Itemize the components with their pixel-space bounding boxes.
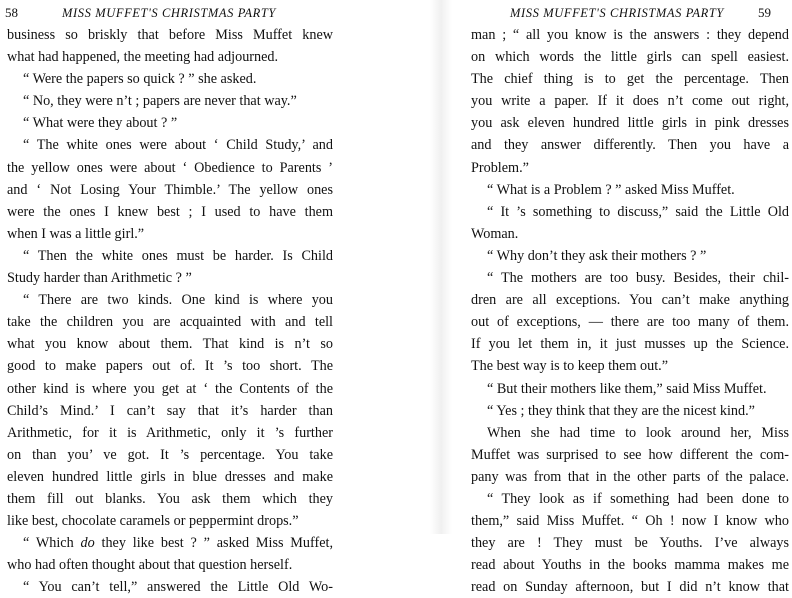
book-gutter (430, 0, 452, 534)
body-text-left (7, 24, 333, 598)
text-line: you write a paper. If it does n’t come out right, (471, 93, 789, 110)
text-line: “ What is a Problem ? ” asked Miss Muffet. (487, 181, 735, 198)
text-line: take the children you are acquainted with and tell (7, 314, 333, 331)
text-line: If you let them in, it just musses up the Science. (471, 336, 789, 353)
text-line: Child’s Mind.’ I can’t say that it’s harder than (7, 402, 333, 419)
text-line: “ They look as if something had been done to (487, 490, 789, 507)
text-line: other kind is where you get at ‘ the Contents of the (7, 380, 333, 397)
text-line: “ Were the papers so quick ? ” she asked. (23, 71, 257, 88)
text-line: Woman. (471, 225, 519, 242)
text-line: “ Yes ; they think that they are the nicest kind.” (487, 402, 755, 419)
text-line: Problem.” (471, 159, 529, 176)
running-header-right: MISS MUFFET'S CHRISTMAS PARTY (510, 6, 724, 20)
text-line: “ No, they were n’t ; papers are never that way.” (23, 93, 297, 110)
text-line: you ask eleven hundred little girls in pink dresses (471, 115, 789, 132)
text-line: and they answer differently. Then you have a (471, 137, 789, 154)
text-line: what you know about them. That kind is n’t so (7, 336, 333, 353)
right-page (465, 0, 792, 596)
text-line: “ Why don’t they ask their mothers ? ” (487, 247, 707, 264)
text-line: when I was a little girl.” (7, 225, 145, 242)
text-line: good to make papers out of. It ’s too short. The (7, 358, 333, 375)
text-line: “ There are two kinds. One kind is where you (23, 292, 333, 309)
text-line: “ It ’s something to discuss,” said the Little Old (487, 203, 789, 220)
text-line: business so briskly that before Miss Muffet knew (7, 27, 333, 43)
text-line: “ Which do they like best ? ” asked Miss Muffet, (23, 535, 333, 552)
text-line: on than you’ ve got. It ’s percentage. You take (7, 446, 333, 463)
text-line: The best way is to keep them out.” (471, 358, 668, 375)
text-line: out of exceptions, — there are too many of them. (471, 314, 789, 331)
text-line: “ What were they about ? ” (23, 115, 178, 132)
text-line: “ The mothers are too busy. Besides, their chil- (487, 270, 789, 287)
text-line: read on Sunday afternoon, but I did n’t know that (471, 579, 789, 596)
left-page (0, 0, 340, 596)
text-line: and ‘ Not Losing Your Thimble.’ The yellow ones (7, 181, 333, 198)
page-number-right: 59 (758, 5, 771, 20)
running-header-left: MISS MUFFET'S CHRISTMAS PARTY (62, 6, 276, 20)
text-line: eleven hundred little girls in blue dresses and make (7, 468, 333, 485)
text-line: what had happened, the meeting had adjourned. (7, 49, 279, 66)
text-line: “ But their mothers like them,” said Miss Muffet. (487, 380, 767, 397)
page-number-left: 58 (5, 5, 18, 20)
text-line: them fill out blanks. You ask them which they (7, 490, 333, 507)
text-line: they are ! They must be Youths. I’ve always (471, 535, 789, 552)
text-line: on which words the little girls can spell easiest. (471, 49, 789, 66)
text-line: like best, chocolate caramels or peppermint drops.” (7, 513, 299, 530)
body-text-right (471, 24, 789, 598)
text-line: read about Youths in the books mamma makes me (471, 557, 789, 574)
text-line: “ You can’t tell,” answered the Little Old Wo- (23, 579, 333, 596)
text-line: man ; “ all you know is the answers : they depend (471, 27, 789, 43)
text-line: Muffet was surprised to see how different the com- (471, 446, 789, 463)
text-line: When she had time to look around her, Miss (487, 424, 789, 441)
text-line: Study harder than Arithmetic ? ” (7, 270, 192, 287)
text-line: them,” said Miss Muffet. “ Oh ! now I know who (471, 513, 789, 530)
text-line: pany was from that in the other parts of the palace. (471, 468, 789, 485)
text-line: The chief thing is to get the percentage. Then (471, 71, 789, 88)
text-line: were the ones I knew best ; I used to have them (7, 203, 333, 220)
text-line: “ The white ones were about ‘ Child Study,’ and (23, 137, 333, 154)
text-line: “ Then the white ones must be harder. Is Child (23, 247, 333, 264)
text-line: dren are all exceptions. You can’t make anything (471, 292, 789, 309)
text-line: the yellow ones were about ‘ Obedience to Parents ’ (7, 159, 333, 176)
text-line: Arithmetic, for it is Arithmetic, only it ’s further (7, 424, 333, 441)
text-line: who had often thought about that question herself. (7, 557, 293, 574)
